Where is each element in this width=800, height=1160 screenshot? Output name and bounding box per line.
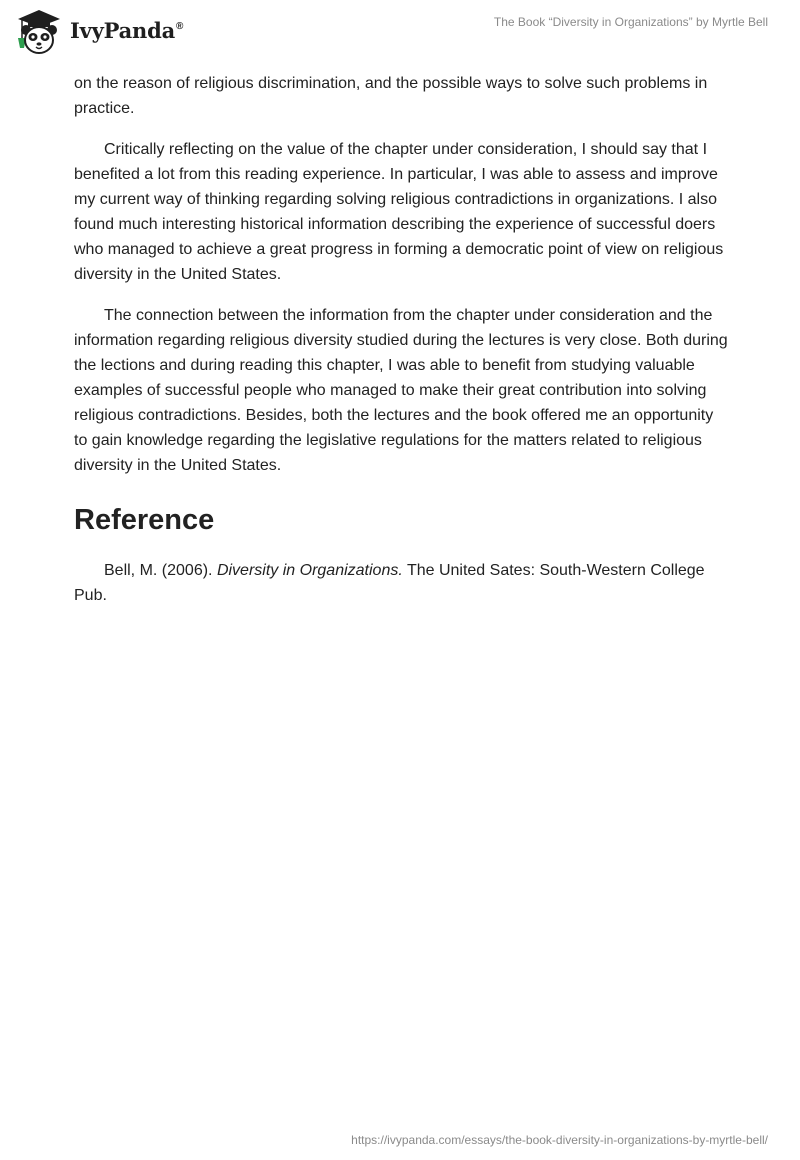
page-header — [0, 0, 800, 60]
ivypanda-logo[interactable] — [14, 8, 183, 56]
logo-wordmark — [70, 18, 183, 43]
registered-mark: ® — [176, 20, 184, 32]
panda-graduate-icon — [14, 8, 64, 56]
logo-wordmark-text: IvyPanda — [70, 17, 176, 43]
reference-heading: Reference — [74, 504, 215, 536]
reference-author-year: Bell, M. (2006). — [104, 562, 217, 579]
body-paragraph: Critically reflecting on the value of the chapter under consideration, I should say that I benefited a lot from this reading experience. In particular, I was able to assess and improve my current way of thinking regarding solving religious contradictions in organizations. I also found much interesting historical information describing the experience of successful doers who managed to achieve a great progress in forming a democratic point of view on religious diversity in the United States. — [74, 141, 724, 283]
body-paragraph: The connection between the information from the chapter under consideration and the information regarding religious diversity studied during the lectures is very close. Both during the lections and during reading this chapter, I was able to benefit from studying valuable examples of successful people who managed to make their great contribution into solving religious contradictions. Besides, both the lectures and the book offered me an opportunity to gain knowledge regarding the legislative regulations for the matters related to religious diversity in the United States. — [74, 307, 728, 474]
source-url-link[interactable]: https://ivypanda.com/essays/the-book-diversity-in-organizations-by-myrtle-bell/ — [351, 1133, 768, 1147]
essay-content — [74, 71, 728, 608]
reference-publisher: The United Sates: South-Western College Pub. — [74, 562, 705, 604]
running-title: The Book “Diversity in Organizations” by Myrtle Bell — [493, 15, 768, 29]
reference-entry — [74, 558, 728, 608]
body-paragraph-continuation: on the reason of religious discrimination, and the possible ways to solve such problems in practice. — [74, 75, 708, 117]
reference-book-title: Diversity in Organizations. — [216, 562, 403, 579]
